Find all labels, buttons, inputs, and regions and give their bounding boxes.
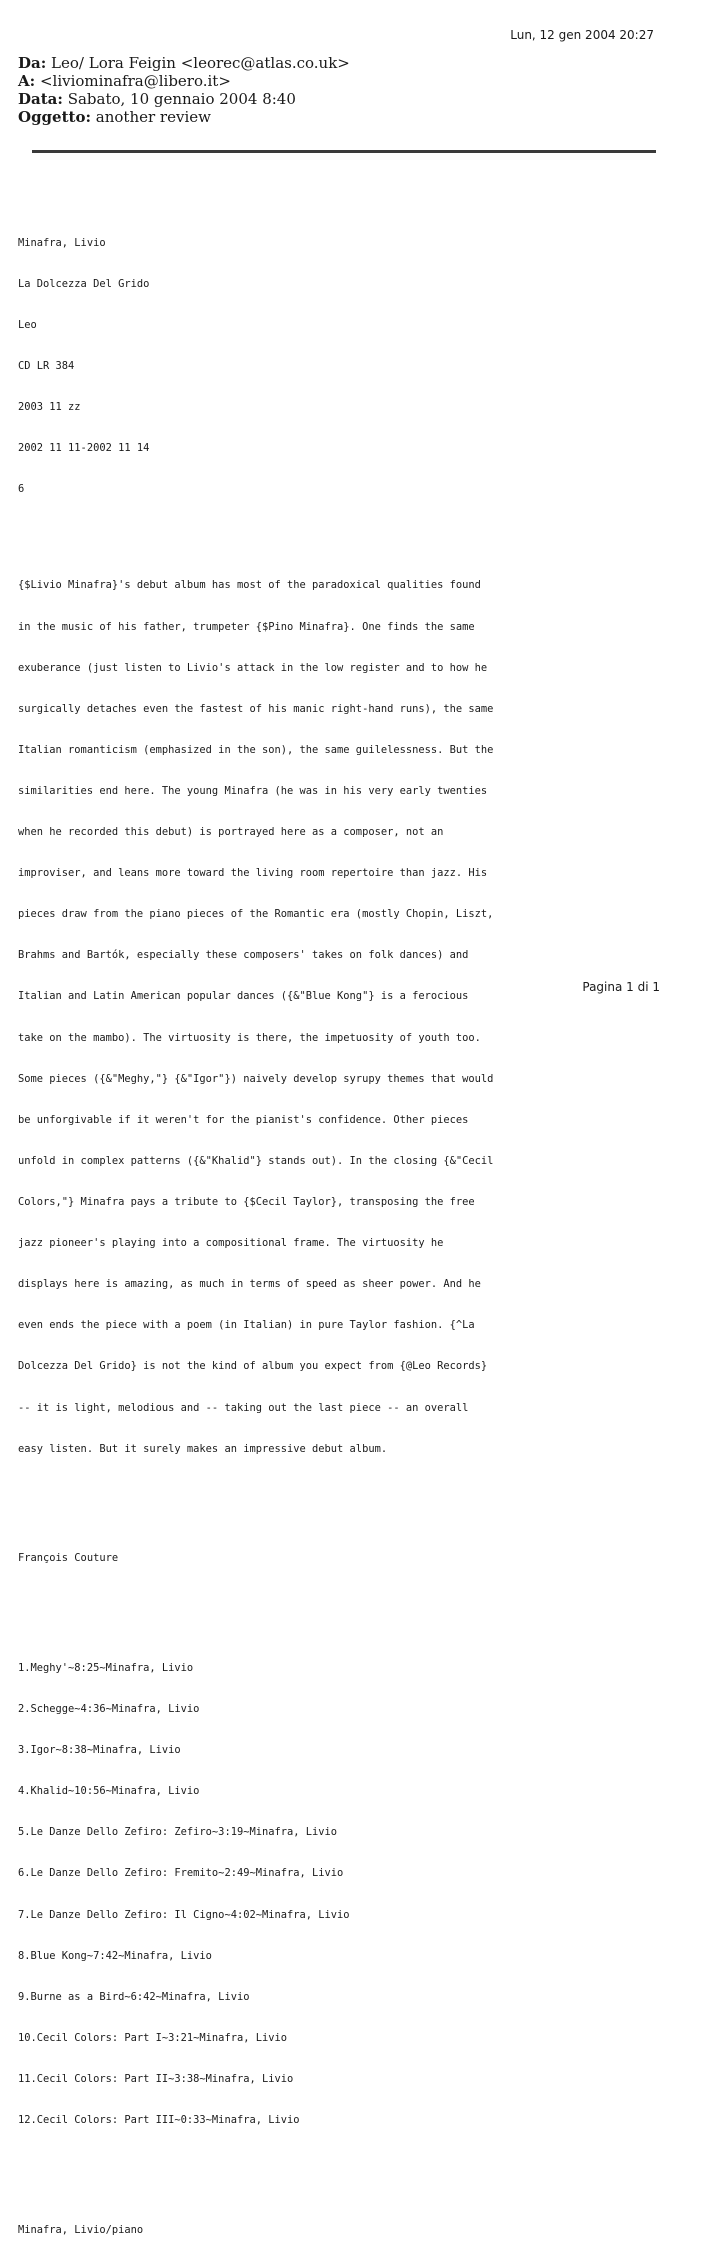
review-line: exuberance (just listen to Livio's attack in the low register and to how he — [18, 661, 488, 674]
to-row — [18, 72, 350, 90]
review-line: easy listen. But it surely makes an impressive debut album. — [18, 1442, 388, 1455]
review-line: displays here is amazing, as much in terms of speed as sheer power. And he — [18, 1278, 481, 1291]
review-line: Colors,"} Minafra pays a tribute to {$Cecil Taylor}, transposing the free — [18, 1196, 475, 1209]
print-timestamp: Lun, 12 gen 2004 20:27 — [510, 28, 654, 42]
email-header — [18, 54, 350, 126]
review-line: jazz pioneer's playing into a compositional frame. The virtuosity he — [18, 1237, 444, 1250]
track-item: 8.Blue Kong~7:42~Minafra, Livio — [18, 1949, 212, 1962]
track-item: 2.Schegge~4:36~Minafra, Livio — [18, 1703, 200, 1716]
track-item: 3.Igor~8:38~Minafra, Livio — [18, 1744, 181, 1757]
review-line: Some pieces ({&"Meghy,"} {&"Igor"}) naively develop syrupy themes that would — [18, 1072, 494, 1085]
review-line: Dolcezza Del Grido} is not the kind of album you expect from {@Leo Records} — [18, 1360, 488, 1373]
meta-line: Minafra, Livio — [18, 236, 106, 249]
track-item: 12.Cecil Colors: Part III~0:33~Minafra, Livio — [18, 2114, 300, 2127]
header-divider — [32, 150, 656, 153]
page-number: Pagina 1 di 1 — [582, 980, 660, 994]
review-line: {$Livio Minafra}'s debut album has most of the paradoxical qualities found — [18, 579, 481, 592]
from-row — [18, 54, 350, 72]
to-value: <liviominafra@libero.it> — [39, 72, 231, 90]
date-value: Sabato, 10 gennaio 2004 8:40 — [67, 90, 296, 108]
meta-line: Leo — [18, 319, 37, 332]
review-line: even ends the piece with a poem (in Italian) in pure Taylor fashion. {^La — [18, 1319, 475, 1332]
meta-line: 2003 11 zz — [18, 401, 81, 414]
track-item: 4.Khalid~10:56~Minafra, Livio — [18, 1785, 200, 1798]
review-line: Italian and Latin American popular dances ({&"Blue Kong"} is a ferocious — [18, 990, 469, 1003]
personnel: Minafra, Livio/piano — [18, 2223, 144, 2236]
track-item: 5.Le Danze Dello Zefiro: Zefiro~3:19~Minafra, Livio — [18, 1826, 338, 1839]
review-line: pieces draw from the piano pieces of the Romantic era (mostly Chopin, Liszt, — [18, 908, 494, 921]
from-label: Da: — [18, 54, 47, 72]
from-value: Leo/ Lora Feigin <leorec@atlas.co.uk> — [51, 54, 350, 72]
review-author: François Couture — [18, 1552, 119, 1565]
review-line: -- it is light, melodious and -- taking out the last piece -- an overall — [18, 1401, 469, 1414]
review-line: take on the mambo). The virtuosity is there, the impetuosity of youth too. — [18, 1031, 481, 1044]
review-line: similarities end here. The young Minafra (he was in his very early twenties — [18, 784, 488, 797]
to-label: A: — [18, 72, 36, 90]
review-line: Italian romanticism (emphasized in the son), the same guilelessness. But the — [18, 743, 494, 756]
meta-line: La Dolcezza Del Grido — [18, 277, 150, 290]
subject-value: another review — [95, 108, 211, 126]
album-meta — [18, 209, 698, 524]
track-list — [18, 1635, 698, 2156]
review-text — [18, 552, 698, 1484]
track-item: 7.Le Danze Dello Zefiro: Il Cigno~4:02~Minafra, Livio — [18, 1908, 350, 1921]
review-line: in the music of his father, trumpeter {$Pino Minafra}. One finds the same — [18, 620, 475, 633]
review-line: surgically detaches even the fastest of his manic right-hand runs), the same — [18, 702, 494, 715]
track-item: 11.Cecil Colors: Part II~3:38~Minafra, Livio — [18, 2073, 294, 2085]
subject-label: Oggetto: — [18, 108, 91, 126]
subject-row — [18, 108, 350, 126]
track-item: 6.Le Danze Dello Zefiro: Fremito~2:49~Minafra, Livio — [18, 1867, 344, 1880]
track-item: 10.Cecil Colors: Part I~3:21~Minafra, Livio — [18, 2031, 287, 2044]
email-body — [18, 182, 698, 2251]
review-line: be unforgivable if it weren't for the pianist's confidence. Other pieces — [18, 1113, 469, 1126]
date-row — [18, 90, 350, 108]
review-line: improviser, and leans more toward the living room repertoire than jazz. His — [18, 867, 488, 880]
review-line: when he recorded this debut) is portrayed here as a composer, not an — [18, 826, 444, 839]
track-item: 1.Meghy'~8:25~Minafra, Livio — [18, 1661, 194, 1674]
review-line: unfold in complex patterns ({&"Khalid"} stands out). In the closing {&"Cecil — [18, 1154, 494, 1167]
track-item: 9.Burne as a Bird~6:42~Minafra, Livio — [18, 1990, 250, 2003]
meta-line: 2002 11 11-2002 11 14 — [18, 442, 150, 455]
date-label: Data: — [18, 90, 63, 108]
meta-line: 6 — [18, 483, 25, 496]
review-line: Brahms and Bartók, especially these composers' takes on folk dances) and — [18, 949, 469, 962]
meta-line: CD LR 384 — [18, 360, 75, 373]
